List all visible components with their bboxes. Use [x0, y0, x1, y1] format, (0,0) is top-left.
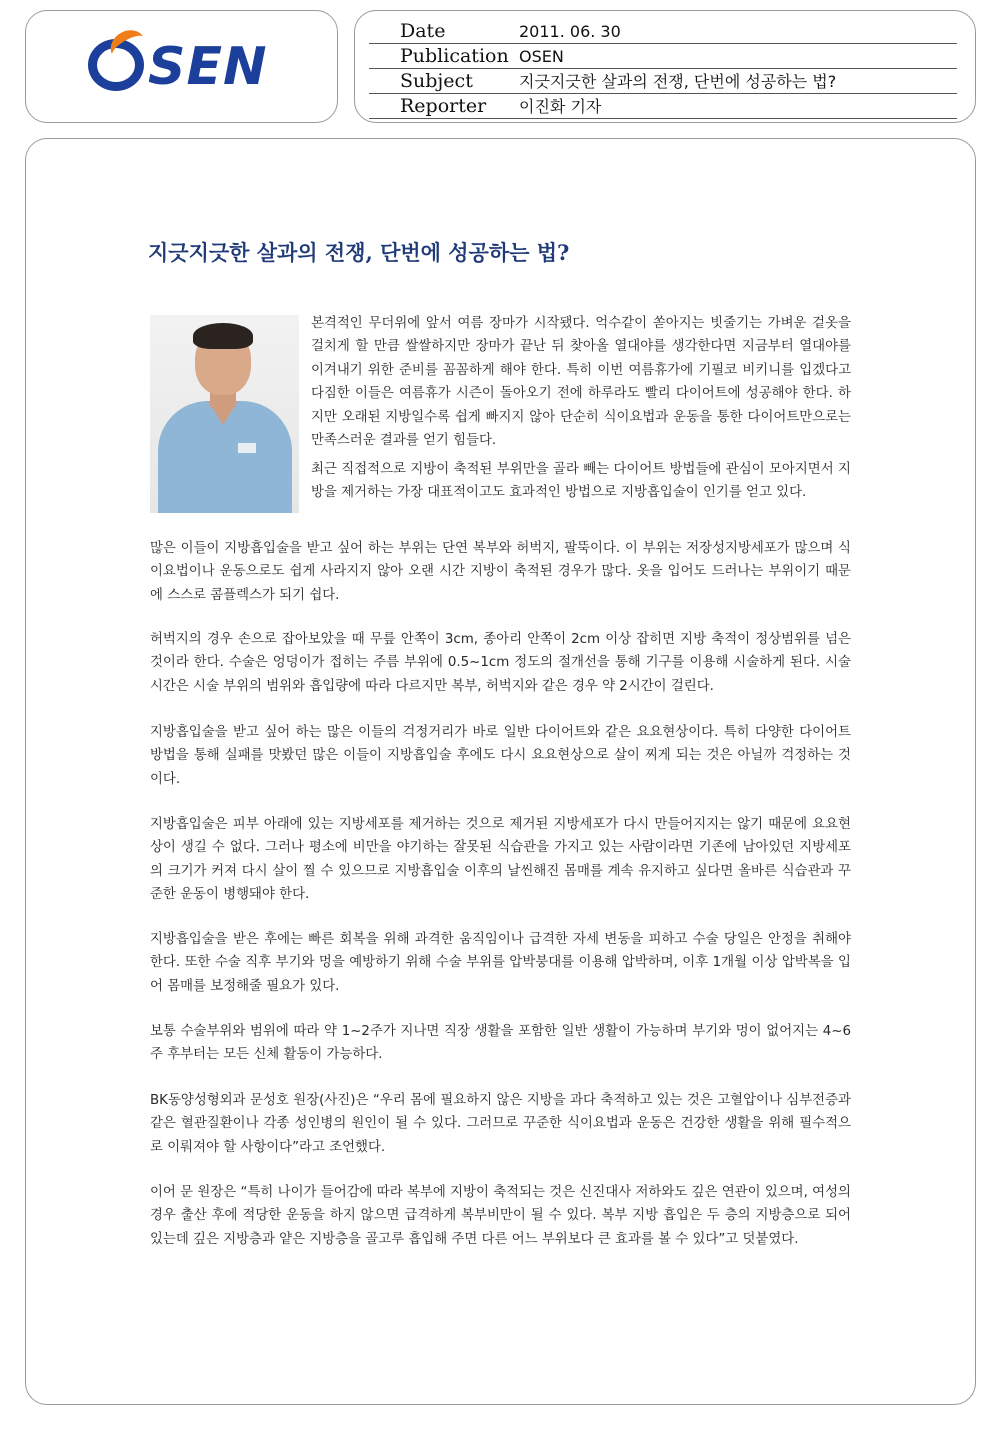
meta-label: Subject	[400, 70, 473, 92]
meta-label: Date	[400, 20, 446, 42]
article-paragraph: 지방흡입술을 받고 싶어 하는 많은 이들의 걱정거리가 바로 일반 다이어트와 같은 요요현상이다. 특히 다양한 다이어트 방법을 통해 실패를 맛봤던 많은 이들이 지방흡입술 후에도 다시 요요현상으로 살이 찌게 되는 것은 아닐까 걱정하는 것이다.	[150, 725, 851, 787]
name-tag	[238, 443, 256, 453]
article-paragraph: 최근 직접적으로 지방이 축적된 부위만을 골라 빼는 다이어트 방법들에 관심이 모아지면서 지방을 제거하는 가장 대표적이고도 효과적인 방법으로 지방흡입술이 인기를 얻고 있다.	[311, 462, 851, 501]
meta-row-reporter	[369, 93, 957, 119]
meta-value: 이진화 기자	[519, 97, 602, 116]
meta-value: 2011. 06. 30	[519, 22, 621, 41]
meta-value: OSEN	[519, 47, 564, 66]
article-paragraph: 많은 이들이 지방흡입술을 받고 싶어 하는 부위는 단연 복부와 허벅지, 팔뚝이다. 이 부위는 저장성지방세포가 많으며 식이요법이나 운동으로도 쉽게 사라지지 않아 오랜 시간 지방이 축적된 경우가 많다. 옷을 입어도 드러나는 부위이기 때문에 스스로 콤플렉스가 되기 쉽다.	[150, 541, 851, 603]
logo-text: SEN	[148, 37, 268, 97]
article-paragraph: 지방흡입술은 피부 아래에 있는 지방세포를 제거하는 것으로 제거된 지방세포가 다시 만들어지지는 않기 때문에 요요현상이 생길 수 없다. 그러나 평소에 비만을 야기하는 잘못된 식습관을 가지고 있는 사람이라면 기존에 남아있던 지방세포의 크기가 커져 다시 살이 찔 수 있으므로 지방흡입술 이후의 날씬해진 몸매를 계속 유지하고 싶다면 올바른 식습관과 꾸준한 운동이 병행돼야 한다.	[150, 817, 851, 903]
logo-panel	[25, 10, 338, 123]
article-paragraph: BK동양성형외과 문성호 원장(사진)은 “우리 몸에 필요하지 않은 지방을 과다 축적하고 있는 것은 고혈압이나 심부전증과 같은 혈관질환이나 각종 성인병의 원인이 될 수 있다. 그러므로 꾸준한 식이요법과 운동은 건강한 생활을 위해 필수적으로 이뤄져야 할 사항이다”라고 조언했다.	[150, 1093, 851, 1155]
article-paragraph: 허벅지의 경우 손으로 잡아보았을 때 무릎 안쪽이 3cm, 종아리 안쪽이 2cm 이상 잡히면 지방 축적이 정상범위를 넘은 것이라 한다. 수술은 엉덩이가 접히는 주름 부위에 0.5~1cm 정도의 절개선을 통해 기구를 이용해 시술하게 된다. 시술 시간은 시술 부위의 범위와 흡입량에 따라 다르지만 복부, 허벅지와 같은 경우 약 2시간이 걸린다.	[150, 632, 851, 694]
meta-row-date	[369, 18, 957, 44]
meta-row-publication	[369, 43, 957, 69]
doctor-photo	[150, 315, 299, 513]
meta-row-subject	[369, 68, 957, 94]
meta-panel	[354, 10, 976, 123]
article-title: 지긋지긋한 살과의 전쟁, 단번에 성공하는 법?	[148, 240, 570, 265]
article-paragraph: 지방흡입술을 받은 후에는 빠른 회복을 위해 과격한 움직임이나 급격한 자세 변동을 피하고 수술 당일은 안정을 취해야 한다. 또한 수술 직후 부기와 멍을 예방하기 위해 수술 부위를 압박붕대를 이용해 압박하며, 이후 1개월 이상 압박복을 입어 몸매를 보정해줄 필요가 있다.	[150, 932, 851, 994]
hair-shape	[193, 323, 253, 349]
meta-label: Reporter	[400, 95, 487, 117]
article-paragraph: 본격적인 무더위에 앞서 여름 장마가 시작됐다. 억수같이 쏟아지는 빗줄기는 가벼운 겉옷을 걸치게 할 만큼 쌀쌀하지만 장마가 끝난 뒤 찾아올 열대야를 생각한다면 지금부터 열대야를 이겨내기 위한 준비를 꼼꼼하게 해야 한다. 특히 이번 여름휴가에 기필코 비키니를 입겠다고 다짐한 이들은 여름휴가 시즌이 돌아오기 전에 하루라도 빨리 다이어트에 성공해야 한다. 하지만 오래된 지방일수록 쉽게 빠지지 않아 단순히 식이요법과 운동을 통한 다이어트만으로는 만족스러운 결과를 얻기 힘들다.	[311, 316, 851, 449]
article-paragraph: 이어 문 원장은 “특히 나이가 들어감에 따라 복부에 지방이 축적되는 것은 신진대사 저하와도 깊은 연관이 있으며, 여성의 경우 출산 후에 적당한 운동을 하지 않으면 급격하게 복부비만이 될 수 있다. 복부 지방 흡입은 두 층의 지방층으로 되어 있는데 깊은 지방층과 얕은 지방층을 골고루 흡입해 주면 다른 어느 부위보다 큰 효과를 볼 수 있다”고 덧붙였다.	[150, 1185, 851, 1247]
meta-label: Publication	[400, 45, 509, 67]
article-paragraph: 보통 수술부위와 범위에 따라 약 1~2주가 지나면 직장 생활을 포함한 일반 생활이 가능하며 부기와 멍이 없어지는 4~6주 후부터는 모든 신체 활동이 가능하다.	[150, 1024, 851, 1063]
osen-logo	[88, 31, 288, 101]
meta-value: 지긋지긋한 살과의 전쟁, 단번에 성공하는 법?	[519, 72, 837, 91]
